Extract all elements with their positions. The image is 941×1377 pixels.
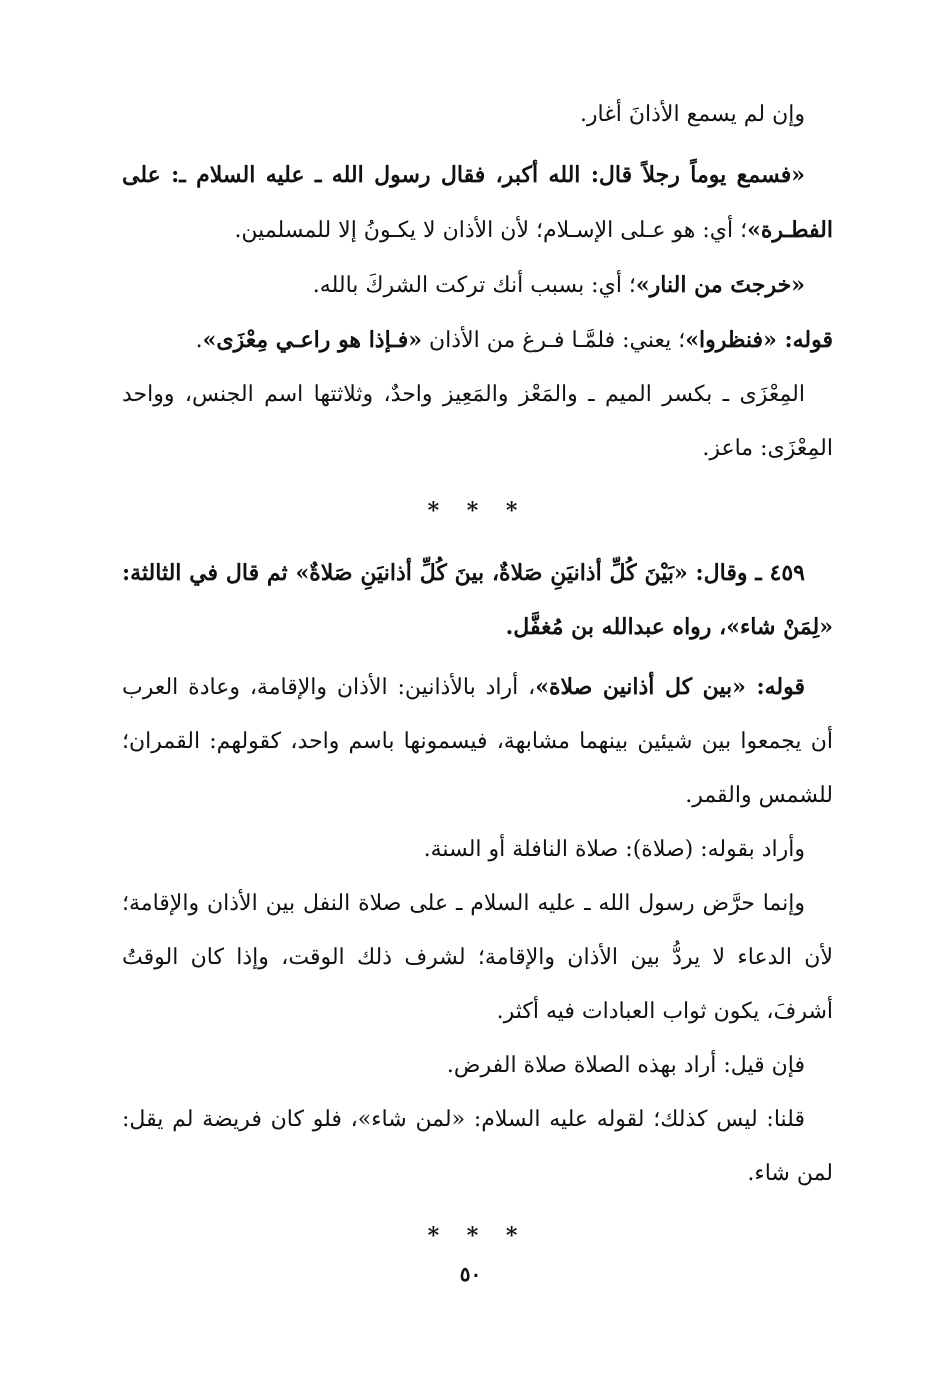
- paragraph: [122, 823, 833, 877]
- paragraph: [122, 1093, 833, 1201]
- section-separator: * * *: [427, 1223, 528, 1249]
- hadith-entry: [122, 546, 833, 654]
- lead-word: قوله:: [776, 327, 833, 353]
- paragraph-tail: .: [195, 328, 203, 353]
- hadith-quote: «فـإذا هو راعـي مِعْزَى»: [202, 327, 423, 353]
- paragraph: [122, 258, 833, 313]
- paragraph: [122, 148, 833, 258]
- paragraph: [122, 1039, 833, 1093]
- paragraph-text: قلنا: ليس كذلك؛ لقوله عليه السلام: «لمن شاء»، فلو كان فريضة لم يقل: لمن شاء.: [122, 1107, 833, 1186]
- paragraph-text: فإن قيل: أراد بهذه الصلاة صلاة الفرض.: [446, 1053, 805, 1078]
- hadith-quote: «خرجتَ من النار»: [635, 272, 805, 298]
- hadith-number: ٤٥٩: [769, 560, 805, 586]
- paragraph: [122, 313, 833, 368]
- paragraph: [122, 368, 833, 476]
- paragraph-text: وإنما حرَّض رسول الله ـ عليه السلام ـ على صلاة النفل بين الأذان والإقامة؛ لأن الدعاء لا يردُّ بين الأذان والإقامة؛ لشرف ذلك الوقت، وإذا كان الوقتُ أشرفَ، يكون ثواب العبادات فيه أكثر.: [122, 891, 833, 1024]
- hadith-quote: «فنظروا»: [685, 327, 777, 353]
- hadith-quote: «بين كل أذانين صلاة»: [535, 674, 746, 700]
- paragraph-text: وأراد بقوله: (صلاة): صلاة النافلة أو السنة.: [423, 837, 805, 862]
- page-number: ٥٠: [459, 1262, 482, 1286]
- paragraph-text: المِعْزَى ـ بكسر الميم ـ والمَعْز والمَعِيز واحدٌ، وثلاثتها اسم الجنس، وواحد المِعْزَى: ماعز.: [122, 382, 833, 461]
- paragraph-text: ؛ أي: هو عـلى الإسـلام؛ لأن الأذان لا يكـونُ إلا للمسلمين.: [234, 218, 748, 243]
- paragraph-text: ؛ أي: بسبب أنك تركت الشركَ بالله.: [312, 273, 636, 298]
- paragraph: [122, 877, 833, 1039]
- lead-word: قوله:: [745, 674, 805, 700]
- page-body: [122, 88, 833, 1271]
- paragraph-text: ، أراد بالأذانين: الأذان والإقامة، وعادة العرب أن يجمعوا بين شيئين بينهما مشابهة، فيسمونها باسم واحد، كقولهم: القمران؛ للشمس والقمر.: [122, 675, 833, 808]
- paragraph-text: وإن لم يسمع الأذانَ أغار.: [579, 102, 805, 127]
- hadith-quote: «فسمع يوماً رجلاً قال: الله أكبر، فقال رسول الله ـ عليه السلام ـ: على الفطـرة»: [122, 162, 833, 243]
- paragraph-text: ؛ يعني: فلمَّـا فـرغ من الأذان: [422, 328, 686, 353]
- hadith-text: ـ وقال: «بَيْنَ كُلِّ أذانيَنِ صَلاةٌ، بينَ كُلِّ أذانيَنِ صَلاةٌ» ثم قال في الثالثة: «لِمَنْ شاء»، رواه عبدالله بن مُغفَّل.: [122, 560, 833, 640]
- section-separator: * * *: [427, 498, 528, 524]
- paragraph: [122, 88, 833, 142]
- paragraph: [122, 660, 833, 823]
